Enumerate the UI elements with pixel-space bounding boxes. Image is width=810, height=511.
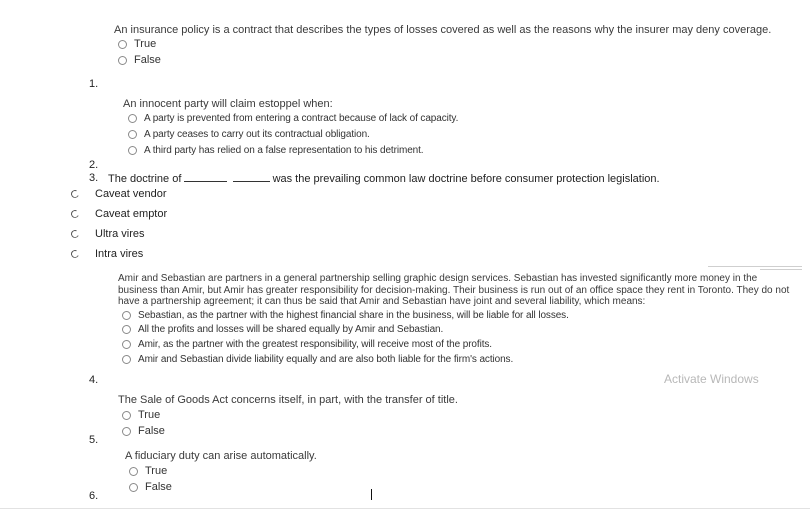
q1-option-label: False bbox=[134, 54, 161, 66]
radio-button-icon[interactable] bbox=[129, 467, 138, 476]
q2-option-a[interactable] bbox=[128, 113, 458, 124]
radio-button-icon[interactable] bbox=[128, 114, 137, 123]
radio-button-icon[interactable] bbox=[128, 130, 137, 139]
radio-button-icon[interactable] bbox=[129, 483, 138, 492]
q1-option-label: True bbox=[134, 38, 157, 50]
q4-option-label: Amir, as the partner with the greatest responsibility, will receive most of the profits. bbox=[138, 339, 492, 350]
q2-option-c[interactable] bbox=[128, 145, 423, 156]
divider-line bbox=[760, 269, 802, 270]
radio-button-icon[interactable] bbox=[70, 209, 80, 219]
q4-option-c[interactable] bbox=[122, 339, 492, 350]
radio-button-icon[interactable] bbox=[122, 411, 131, 420]
q2-number: 2. bbox=[89, 159, 99, 171]
q4-option-label: Amir and Sebastian divide liability equally and are also both liable for the firm's actions. bbox=[138, 354, 514, 365]
q3-option-label: Intra vires bbox=[95, 248, 144, 260]
q6-option-false[interactable] bbox=[129, 481, 172, 493]
radio-button-icon[interactable] bbox=[128, 146, 137, 155]
radio-button-icon[interactable] bbox=[122, 355, 131, 364]
q6-option-label: True bbox=[145, 465, 168, 477]
bottom-divider bbox=[0, 508, 810, 509]
q4-option-d[interactable] bbox=[122, 354, 513, 365]
q6-number: 6. bbox=[89, 490, 99, 502]
q3-blank-2 bbox=[233, 172, 270, 182]
q3-blank-1 bbox=[184, 172, 227, 182]
q5-option-true[interactable] bbox=[122, 409, 160, 421]
q6-option-label: False bbox=[145, 481, 172, 493]
q4-text: Amir and Sebastian are partners in a general partnership selling graphic design services. Sebastian has invested significantly more money in the business than Amir, but Amir has greater responsibility for decision-making. Their business is run out of an office space they rent in Toronto. They do not have a partnership agreement; it can thus be said that Amir and Sebastian have joint and several liability, which means: bbox=[118, 273, 790, 307]
radio-button-icon[interactable] bbox=[122, 311, 131, 320]
activate-windows-watermark: Activate Windows bbox=[664, 372, 759, 386]
q3-option-label: Ultra vires bbox=[95, 228, 145, 240]
q4-option-label: All the profits and losses will be shared equally by Amir and Sebastian. bbox=[138, 324, 444, 335]
divider-line bbox=[708, 266, 802, 267]
q3-text-before: The doctrine of bbox=[108, 173, 182, 185]
radio-button-icon[interactable] bbox=[122, 427, 131, 436]
q3-number: 3. bbox=[89, 172, 99, 184]
q3-option-caveat-vendor[interactable] bbox=[71, 188, 167, 200]
q6-option-true[interactable] bbox=[129, 465, 167, 477]
q4-option-a[interactable] bbox=[122, 310, 569, 321]
radio-button-icon[interactable] bbox=[70, 229, 80, 239]
q5-text: The Sale of Goods Act concerns itself, in part, with the transfer of title. bbox=[118, 394, 458, 406]
radio-button-icon[interactable] bbox=[122, 340, 131, 349]
q3-option-caveat-emptor[interactable] bbox=[71, 208, 167, 220]
q2-option-label: A third party has relied on a false representation to his detriment. bbox=[144, 145, 424, 156]
radio-button-icon[interactable] bbox=[118, 56, 127, 65]
radio-button-icon[interactable] bbox=[70, 249, 80, 259]
q3-option-label: Caveat emptor bbox=[95, 208, 168, 220]
q5-option-label: False bbox=[138, 425, 165, 437]
q6-text: A fiduciary duty can arise automatically. bbox=[125, 450, 317, 462]
radio-button-icon[interactable] bbox=[118, 40, 127, 49]
q1-number: 1. bbox=[89, 78, 99, 90]
q4-option-label: Sebastian, as the partner with the highest financial share in the business, will be liable for all losses. bbox=[138, 310, 569, 321]
q2-option-b[interactable] bbox=[128, 129, 370, 140]
q3-option-intra-vires[interactable] bbox=[71, 248, 143, 260]
q3-sentence bbox=[108, 172, 660, 185]
q5-option-label: True bbox=[138, 409, 161, 421]
q1-text: An insurance policy is a contract that describes the types of losses covered as well as the reasons why the insurer may deny coverage. bbox=[114, 24, 772, 36]
q5-option-false[interactable] bbox=[122, 425, 165, 437]
radio-button-icon[interactable] bbox=[122, 325, 131, 334]
q3-option-label: Caveat vendor bbox=[95, 188, 167, 200]
radio-button-icon[interactable] bbox=[70, 189, 80, 199]
q2-option-label: A party is prevented from entering a contract because of lack of capacity. bbox=[144, 113, 459, 124]
q1-option-true[interactable] bbox=[118, 38, 156, 50]
q2-text: An innocent party will claim estoppel when: bbox=[123, 98, 333, 110]
text-cursor bbox=[371, 489, 372, 500]
q3-option-ultra-vires[interactable] bbox=[71, 228, 145, 240]
q4-option-b[interactable] bbox=[122, 324, 443, 335]
q5-number: 5. bbox=[89, 434, 99, 446]
q2-option-label: A party ceases to carry out its contractual obligation. bbox=[144, 129, 370, 140]
q4-number: 4. bbox=[89, 374, 99, 386]
q1-option-false[interactable] bbox=[118, 54, 161, 66]
q3-text-after: was the prevailing common law doctrine before consumer protection legislation. bbox=[272, 173, 660, 185]
